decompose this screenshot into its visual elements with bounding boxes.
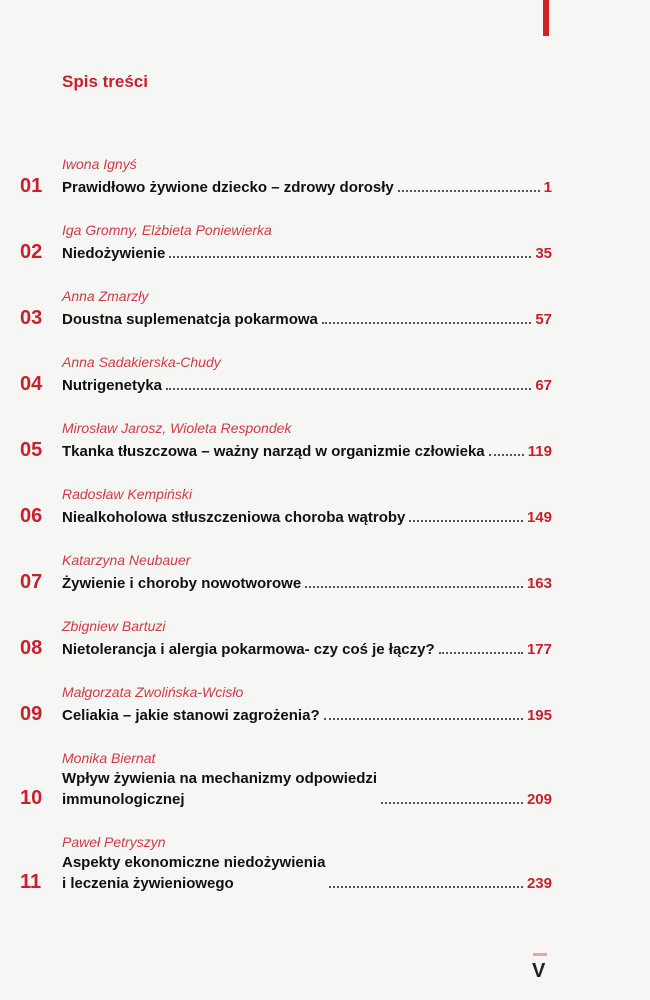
leader-dots (439, 652, 523, 654)
chapter-number: 04 (20, 373, 43, 395)
chapter-title[interactable]: Doustna suplemenatcja pokarmowa (62, 311, 318, 328)
chapter-page: 177 (526, 641, 552, 658)
chapter-author: Paweł Petryszyn (62, 834, 166, 850)
chapter-title[interactable]: Nietolerancja i alergia pokarmowa- czy coś je łączy? (62, 641, 435, 658)
chapter-author: Iga Gromny, Elżbieta Poniewierka (62, 222, 272, 238)
chapter-author: Katarzyna Neubauer (62, 552, 191, 568)
toc-entry[interactable] (20, 352, 552, 396)
leader-dots (409, 520, 523, 522)
chapter-title[interactable]: Tkanka tłuszczowa – ważny narząd w organizmie człowieka (62, 443, 485, 460)
leader-dots (169, 256, 531, 258)
chapter-number: 02 (20, 241, 43, 263)
chapter-page: 35 (535, 245, 552, 262)
chapter-title[interactable]: Niedożywienie (62, 245, 166, 262)
red-corner-bar (543, 0, 549, 36)
chapter-page: 119 (527, 443, 552, 460)
chapter-page: 57 (535, 311, 552, 328)
chapter-author: Anna Zmarzły (62, 288, 149, 304)
leader-dots (166, 388, 531, 390)
chapter-number: 06 (20, 505, 43, 527)
chapter-title[interactable]: Niealkoholowa stłuszczeniowa choroba wątroby (62, 509, 406, 526)
toc-entry[interactable] (20, 154, 552, 198)
chapter-number: 05 (20, 439, 43, 461)
leader-dots (398, 190, 540, 192)
toc-entry[interactable] (20, 616, 552, 660)
chapter-page: 239 (526, 875, 552, 892)
chapter-page: 149 (526, 509, 552, 526)
chapter-title[interactable]: Prawidłowo żywione dziecko – zdrowy dorosły (62, 179, 394, 196)
leader-dots (322, 322, 531, 324)
chapter-number: 08 (20, 637, 43, 659)
chapter-number: 07 (20, 571, 43, 593)
chapter-page: 1 (543, 179, 552, 196)
chapter-number: 10 (20, 787, 43, 809)
table-of-contents (20, 154, 552, 916)
toc-entry[interactable] (20, 748, 552, 810)
toc-entry[interactable] (20, 220, 552, 264)
page-title: Spis treści (62, 72, 148, 91)
chapter-page: 195 (526, 707, 552, 724)
chapter-author: Radosław Kempiński (62, 486, 192, 502)
chapter-page: 209 (526, 791, 552, 808)
chapter-number: 09 (20, 703, 43, 725)
chapter-number: 03 (20, 307, 43, 329)
chapter-page: 67 (535, 377, 552, 394)
chapter-title[interactable]: Żywienie i choroby nowotworowe (62, 575, 302, 592)
chapter-author: Zbigniew Bartuzi (62, 618, 166, 634)
chapter-title[interactable]: Nutrigenetyka (62, 377, 163, 394)
chapter-author: Iwona Ignyś (62, 156, 137, 172)
toc-entry[interactable] (20, 550, 552, 594)
chapter-title[interactable]: Celiakia – jakie stanowi zagrożenia? (62, 707, 320, 724)
chapter-author: Monika Biernat (62, 750, 156, 766)
chapter-author: Mirosław Jarosz, Wioleta Respondek (62, 420, 292, 436)
page-number: V (532, 960, 546, 982)
toc-entry[interactable] (20, 418, 552, 462)
toc-entry[interactable] (20, 682, 552, 726)
chapter-number: 11 (20, 871, 42, 893)
leader-dots (381, 802, 523, 804)
page-marker (533, 953, 547, 956)
chapter-number: 01 (20, 175, 43, 197)
chapter-title[interactable]: Aspekty ekonomiczne niedożywienia i leczenia żywieniowego (62, 854, 326, 892)
toc-entry[interactable] (20, 832, 552, 894)
leader-dots (489, 454, 524, 456)
leader-dots (305, 586, 523, 588)
chapter-page: 163 (526, 575, 552, 592)
chapter-author: Małgorzata Zwolińska-Wcisło (62, 684, 244, 700)
chapter-author: Anna Sadakierska-Chudy (62, 354, 221, 370)
toc-entry[interactable] (20, 484, 552, 528)
leader-dots (329, 886, 523, 888)
leader-dots (324, 718, 523, 720)
chapter-title[interactable]: Wpływ żywienia na mechanizmy odpowiedzi immunologicznej (62, 770, 378, 808)
toc-entry[interactable] (20, 286, 552, 330)
